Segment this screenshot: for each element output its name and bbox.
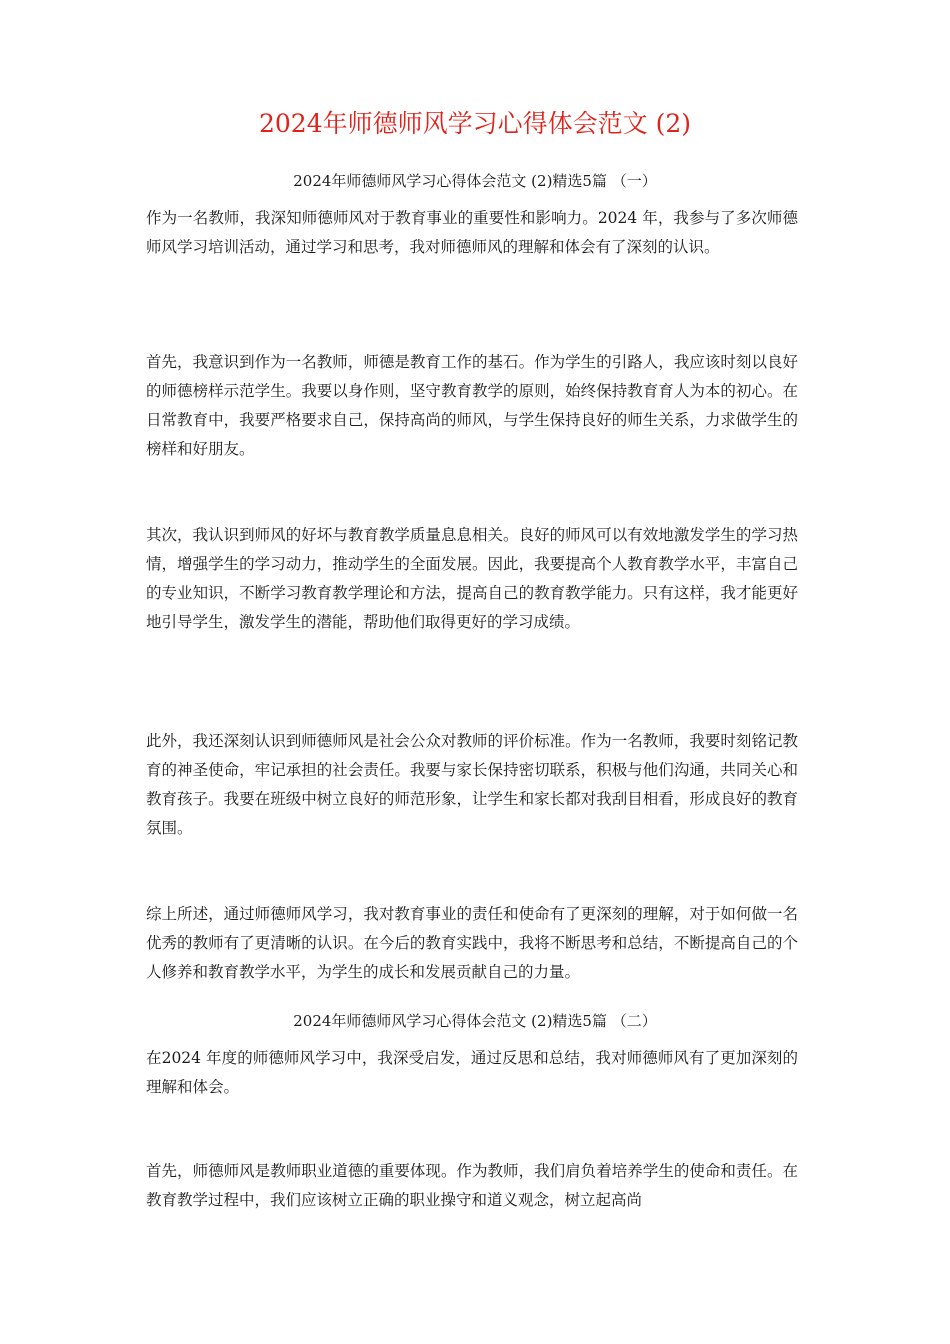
section-heading-1: 2024年师德师风学习心得体会范文 (2)精选5篇 （一） (293, 172, 657, 190)
paragraph: 综上所述，通过师德师风学习，我对教育事业的责任和使命有了更深刻的理解，对于如何做一名优秀的教师有了更清晰的认识。在今后的教育实践中，我将不断思考和总结，不断提高自己的个人修养和教育教学水平，为学生的成长和发展贡献自己的力量。 (146, 905, 798, 981)
paragraph: 首先，师德师风是教师职业道德的重要体现。作为教师，我们肩负着培养学生的使命和责任。在教育教学过程中，我们应该树立正确的职业操守和道义观念，树立起高尚 (146, 1162, 798, 1209)
paragraph: 其次，我认识到师风的好坏与教育教学质量息息相关。良好的师风可以有效地激发学生的学习热情，增强学生的学习动力，推动学生的全面发展。因此，我要提高个人教育教学水平，丰富自己的专业知识，不断学习教育教学理论和方法，提高自己的教育教学能力。只有这样，我才能更好地引导学生，激发学生的潜能，帮助他们取得更好的学习成绩。 (146, 526, 798, 631)
paragraph: 首先，我意识到作为一名教师，师德是教育工作的基石。作为学生的引路人，我应该时刻以良好的师德榜样示范学生。我要以身作则，坚守教育教学的原则，始终保持教育育人为本的初心。在日常教育中，我要严格要求自己，保持高尚的师风，与学生保持良好的师生关系，力求做学生的榜样和好朋友。 (146, 353, 798, 458)
document-title: 2024年师德师风学习心得体会范文 (2) (259, 109, 691, 138)
paragraph: 此外，我还深刻认识到师德师风是社会公众对教师的评价标准。作为一名教师，我要时刻铭记教育的神圣使命，牢记承担的社会责任。我要与家长保持密切联系，积极与他们沟通，共同关心和教育孩子。我要在班级中树立良好的师范形象，让学生和家长都对我刮目相看，形成良好的教育氛围。 (146, 732, 798, 837)
section-heading-2: 2024年师德师风学习心得体会范文 (2)精选5篇 （二） (293, 1012, 657, 1030)
paragraph: 作为一名教师，我深知师德师风对于教育事业的重要性和影响力。2024 年，我参与了多次师德师风学习培训活动，通过学习和思考，我对师德师风的理解和体会有了深刻的认识。 (146, 209, 798, 256)
paragraph: 在2024 年度的师德师风学习中，我深受启发，通过反思和总结，我对师德师风有了更加深刻的理解和体会。 (146, 1049, 798, 1096)
